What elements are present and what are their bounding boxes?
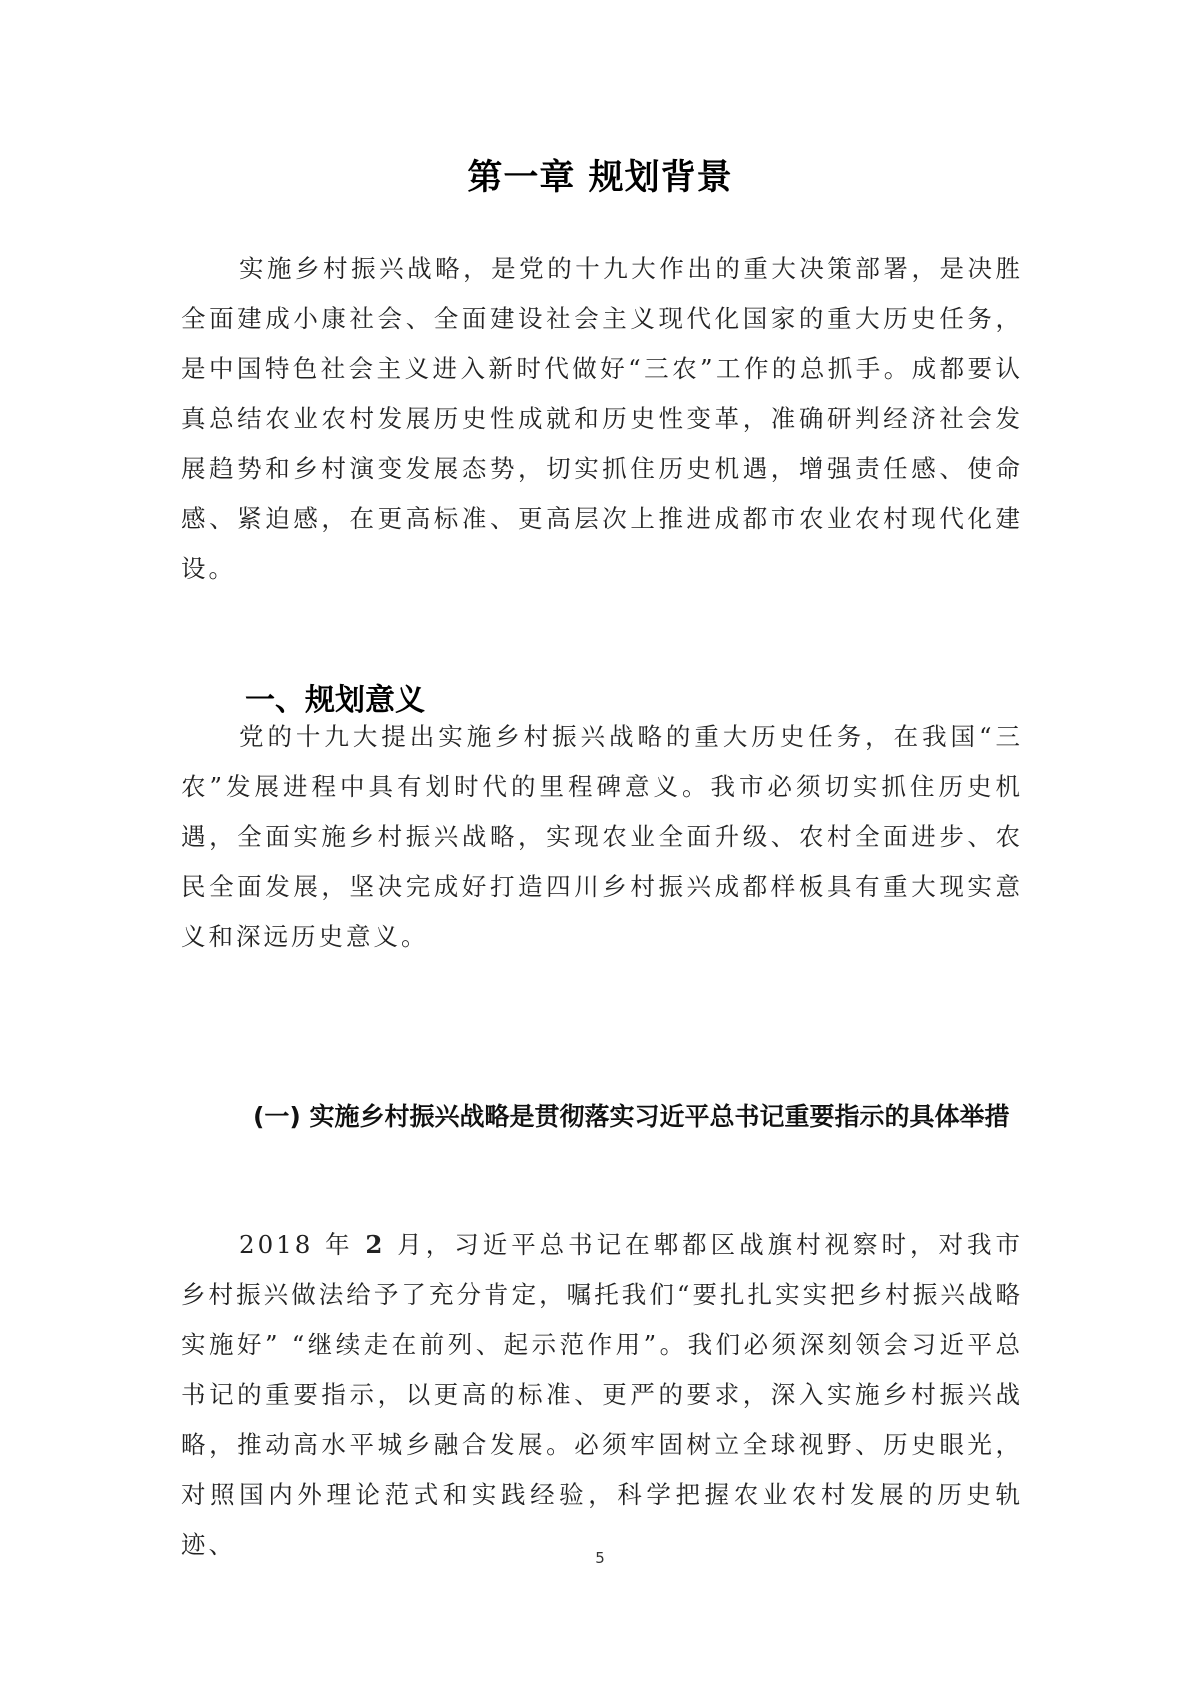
page-number: 5 xyxy=(595,1549,605,1567)
intro-paragraph: 实施乡村振兴战略，是党的十九大作出的重大决策部署，是决胜全面建成小康社会、全面建设社会主义现代化国家的重大历史任务，是中国特色社会主义进入新时代做好“三农”工作的总抓手。成都要认真总结农业农村发展历史性成就和历史性变革，准确研判经济社会发展趋势和乡村演变发展态势，切实抓住历史机遇，增强责任感、使命感、紧迫感，在更高标准、更高层次上推进成都市农业农村现代化建设。 xyxy=(181,254,1023,583)
month-number: 2 xyxy=(365,1230,386,1259)
year-text: 2018 xyxy=(239,1230,314,1259)
year-unit-text: 年 xyxy=(313,1230,366,1259)
chapter-title: 第一章 规划背景 xyxy=(467,158,733,198)
section-paragraph: 党的十九大提出实施乡村振兴战略的重大历史任务，在我国“三农”发展进程中具有划时代的里程碑意义。我市必须切实抓住历史机遇，全面实施乡村振兴战略，实现农业全面升级、农村全面进步、农民全面发展，坚决完成好打造四川乡村振兴成都样板具有重大现实意义和深远历史意义。 xyxy=(181,722,1023,951)
paragraph-body-text: 月，习近平总书记在郫都区战旗村视察时，对我市乡村振兴做法给予了充分肯定，嘱托我们“要扎扎实实把乡村振兴战略实施好” “继续走在前列、起示范作用”。我们必须深刻领会习近平总书记的重要指示，以更高的标准、更严的要求，深入实施乡村振兴战略，推动高水平城乡融合发展。必须牢固树立全球视野、历史眼光，对照国内外理论范式和实践经验，科学把握农业农村发展的历史轨迹、 xyxy=(181,1230,1023,1559)
subsection-heading: (一) 实施乡村振兴战略是贯彻落实习近平总书记重要指示的具体举措 xyxy=(253,1102,1010,1131)
subsection-paragraph xyxy=(181,1220,1023,1570)
section-heading: 一、规划意义 xyxy=(245,683,425,718)
